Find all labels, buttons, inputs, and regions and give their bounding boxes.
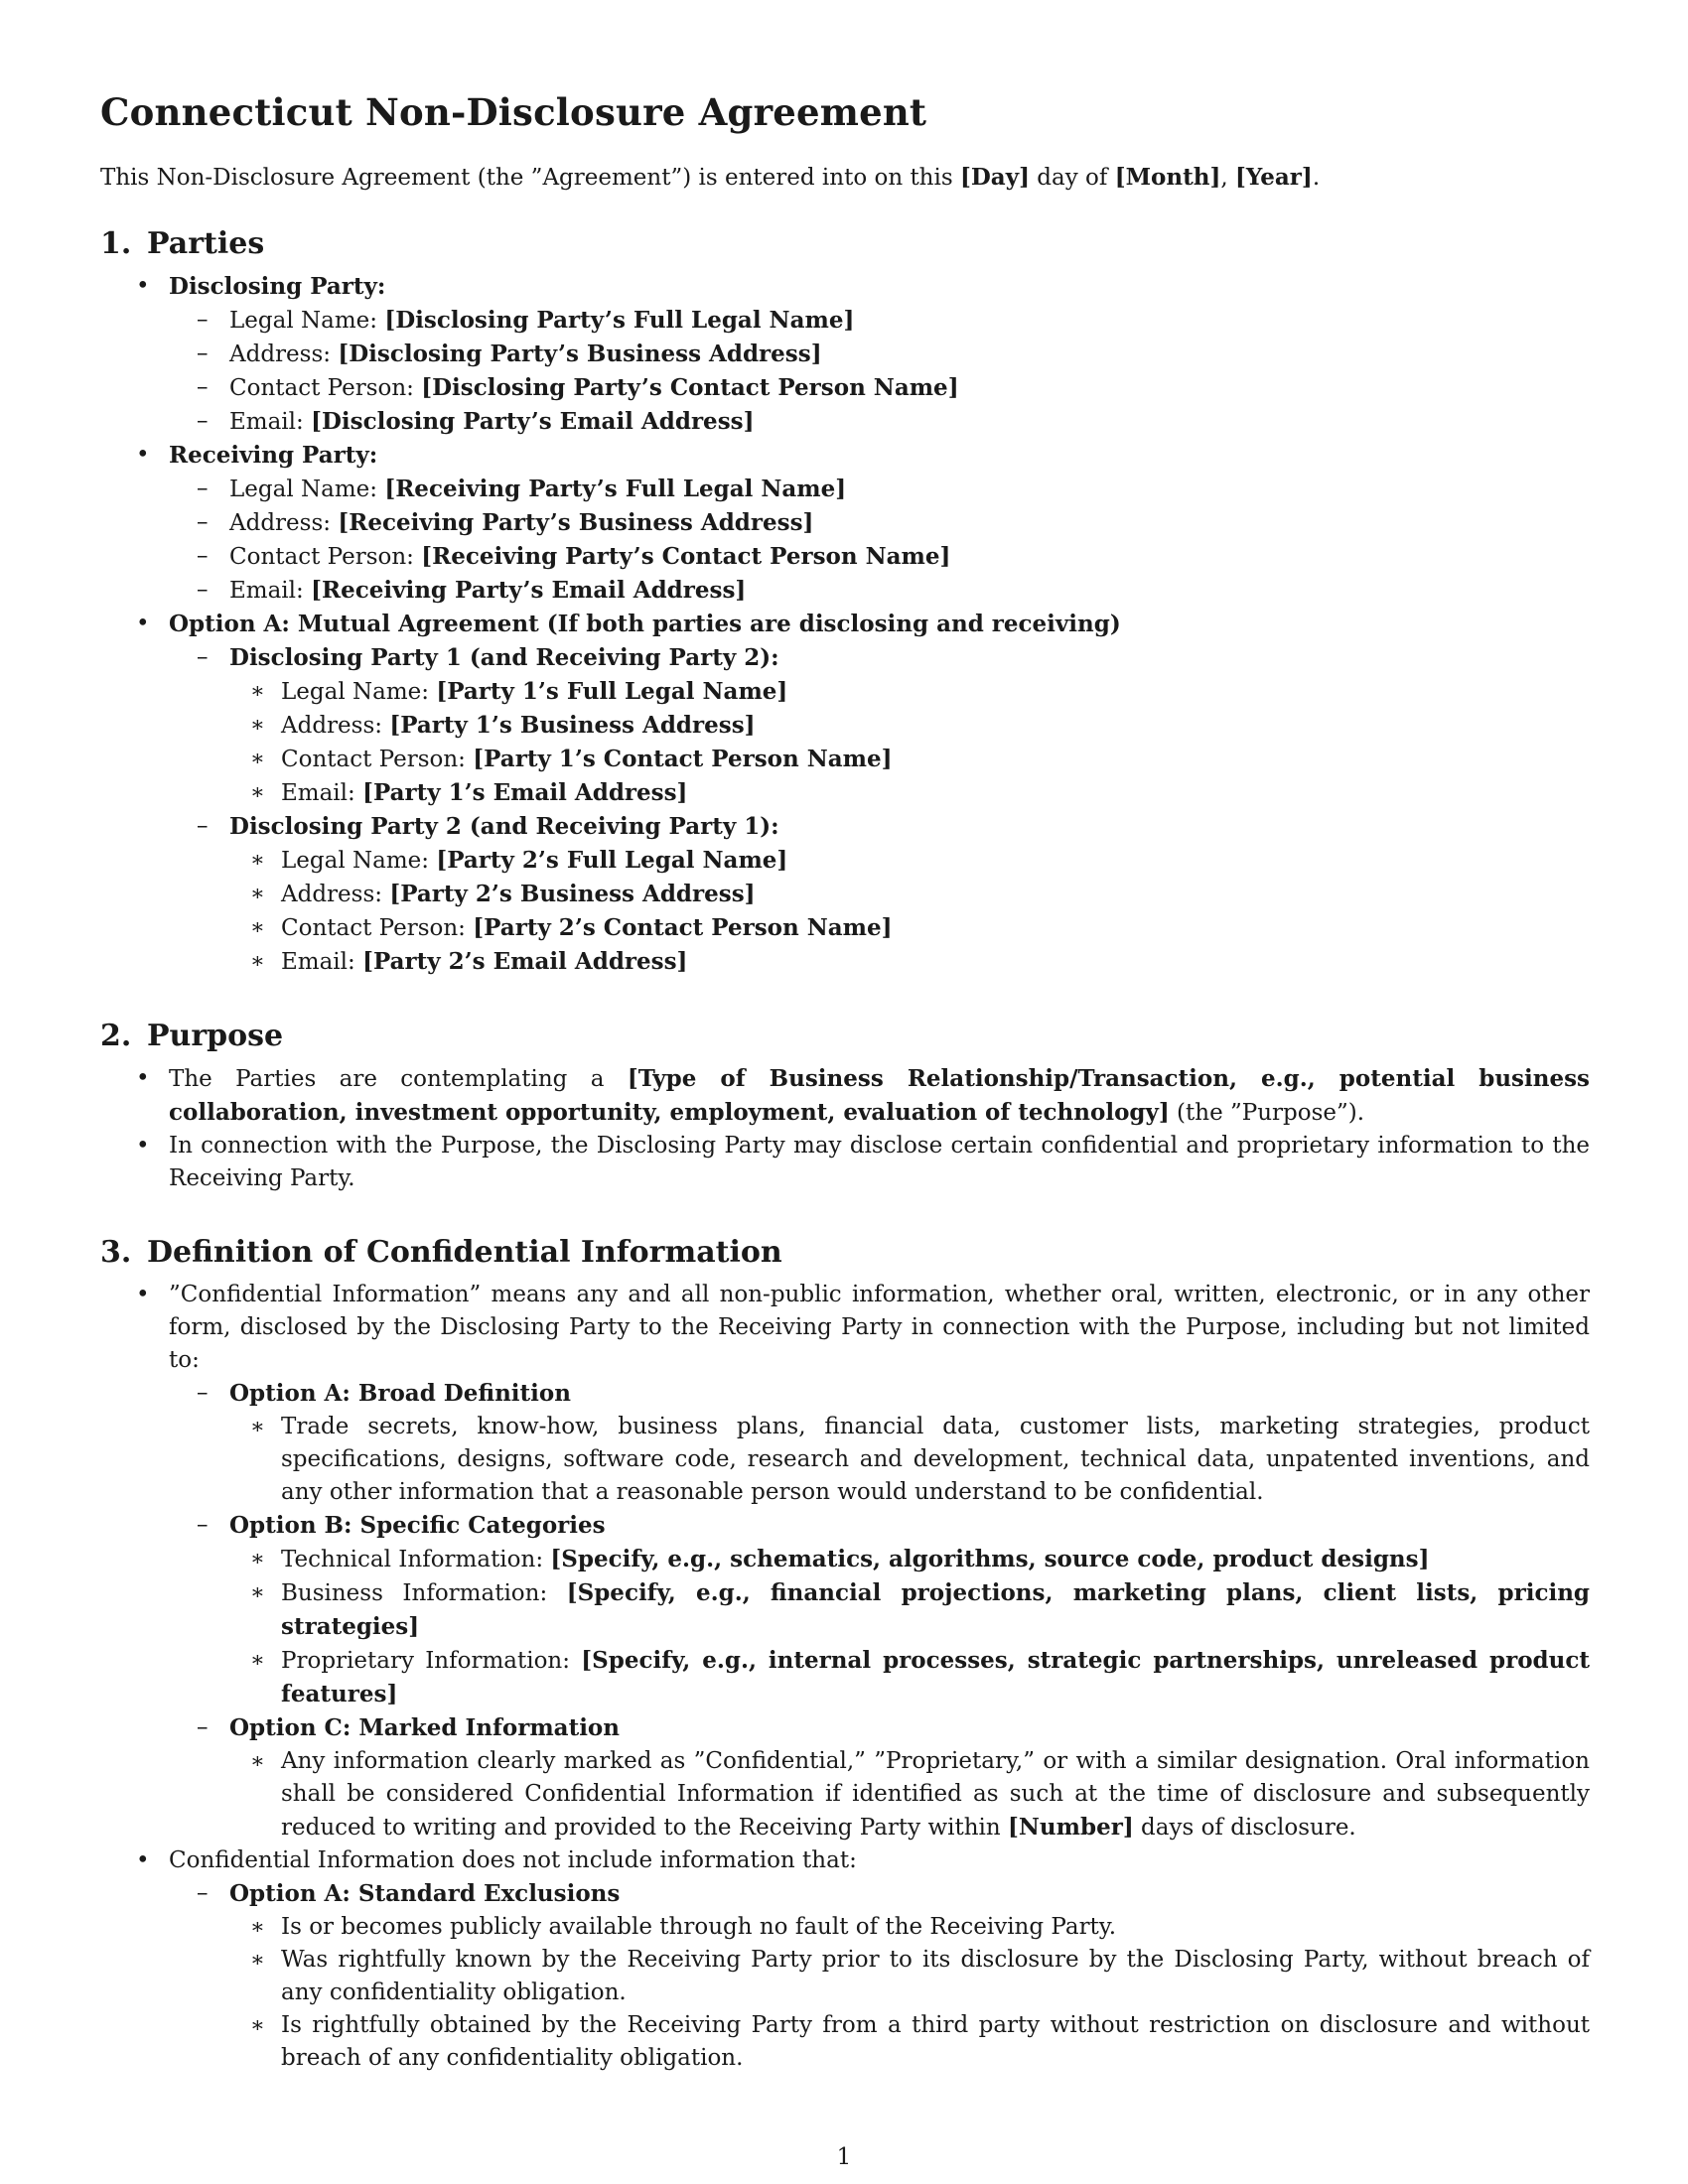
field-label: Email:	[229, 409, 312, 435]
field-placeholder: [Receiving Party’s Contact Person Name]	[421, 543, 951, 570]
category-line	[281, 1644, 1590, 1711]
option-a-heading: Option A: Broad Definition	[229, 1380, 571, 1407]
document-title: Connecticut Non-Disclosure Agreement	[100, 90, 927, 134]
standard-exclusions-list	[229, 1911, 1590, 2075]
field-placeholder: [Party 2’s Contact Person Name]	[473, 914, 893, 941]
option-c-text	[281, 1745, 1590, 1844]
party-2-details	[229, 844, 1590, 979]
number-placeholder: [Number]	[1008, 1814, 1134, 1841]
field-label: Email:	[281, 780, 363, 806]
list-item	[100, 1377, 1590, 1509]
section-title: Definition of Confidential Information	[147, 1235, 782, 1270]
field-placeholder: [Party 2’s Business Address]	[389, 881, 756, 907]
list-item	[100, 641, 1590, 810]
list-item	[100, 844, 1590, 878]
field-label: Proprietary Information:	[281, 1648, 582, 1674]
list-item	[100, 1130, 1590, 1195]
field-label: Business Information:	[281, 1580, 567, 1606]
section-parties	[100, 224, 1590, 979]
exclusion-text: ∗ Was rightfully known by the Receiving Party prior to its disclosure by the Disclosing Party, without breach of any confidentiality obligation.	[281, 1947, 1590, 2005]
field-label: Address:	[229, 510, 339, 536]
field-label: Contact Person:	[229, 544, 422, 570]
field-placeholder: [Receiving Party’s Business Address]	[338, 509, 814, 536]
receiving-party-heading: Receiving Party:	[169, 442, 378, 469]
relationship-placeholder: [Type of Business Relationship/Transaction, e.g., potential business collaboration, investment opportunity, employment, evaluation of technology]	[169, 1065, 1590, 1126]
field-label: Contact Person:	[281, 747, 474, 772]
field-placeholder: [Specify, e.g., schematics, algorithms, source code, product designs]	[550, 1546, 1430, 1572]
list-item	[100, 1745, 1590, 1844]
section-heading	[100, 224, 1590, 264]
section-number: 3.	[100, 1235, 132, 1270]
list-item	[100, 1509, 1590, 1711]
party-1-details	[229, 675, 1590, 810]
section-confidential-information	[100, 1233, 1590, 2075]
list-item	[100, 810, 1590, 979]
list-item	[100, 1543, 1590, 1576]
list-item	[100, 1911, 1590, 1944]
field-placeholder: [Party 1’s Business Address]	[389, 712, 756, 739]
list-item	[100, 945, 1590, 979]
definition-paragraph: • ”Confidential Information” means any and all non-public information, whether oral, written, electronic, or in any other form, disclosed by the Disclosing Party to the Receiving Party in connection with the Purpose, including but not limited to:	[169, 1282, 1590, 1373]
field-placeholder: [Disclosing Party’s Contact Person Name]	[421, 374, 959, 401]
field-label: Technical Information:	[281, 1547, 551, 1572]
disclosing-party-heading: Disclosing Party:	[169, 273, 386, 300]
purpose-paragraph	[169, 1062, 1590, 1130]
year-placeholder: [Year]	[1234, 164, 1313, 191]
list-item	[100, 405, 1590, 439]
field-placeholder: [Specify, e.g., financial projections, marketing plans, client lists, pricing strategies]	[281, 1579, 1590, 1640]
field-placeholder: [Receiving Party’s Email Address]	[311, 577, 747, 604]
list-item	[100, 304, 1590, 338]
section-number: 1.	[100, 226, 132, 261]
exclusion-text: ∗ Is or becomes publicly available through no fault of the Receiving Party.	[281, 1914, 1117, 1940]
intro-text: day of	[1029, 165, 1115, 191]
field-placeholder: [Party 1’s Email Address]	[362, 779, 688, 806]
field-label: Legal Name:	[229, 477, 385, 502]
list-item	[100, 2009, 1590, 2075]
purpose-list	[100, 1062, 1590, 1195]
option-a-details	[229, 1411, 1590, 1509]
definition-list	[100, 1279, 1590, 2075]
page-number: 1	[836, 2144, 852, 2170]
exclusions-options	[169, 1877, 1590, 2075]
list-item	[100, 675, 1590, 709]
list-item	[100, 608, 1590, 979]
document-content	[100, 87, 1590, 2075]
option-c-heading: Option C: Marked Information	[229, 1714, 620, 1741]
category-line	[281, 1543, 1590, 1576]
field-label: Legal Name:	[229, 308, 385, 334]
list-item	[100, 1411, 1590, 1509]
field-label: Address:	[281, 713, 390, 739]
field-placeholder: [Disclosing Party’s Business Address]	[338, 341, 822, 367]
list-item	[100, 709, 1590, 743]
list-item	[100, 473, 1590, 506]
list-item	[100, 743, 1590, 776]
list-item	[100, 776, 1590, 810]
list-item	[100, 1711, 1590, 1844]
list-item	[100, 1944, 1590, 2009]
section-title: Purpose	[147, 1019, 284, 1053]
field-placeholder: [Party 2’s Email Address]	[362, 948, 688, 975]
field-label: Address:	[229, 341, 339, 367]
field-placeholder: [Receiving Party’s Full Legal Name]	[384, 476, 847, 502]
field-placeholder: [Specify, e.g., internal processes, strategic partnerships, unreleased product features]	[281, 1647, 1590, 1707]
field-placeholder: [Party 1’s Full Legal Name]	[436, 678, 788, 705]
paragraph-text: The Parties are contemplating a	[169, 1066, 628, 1092]
option-b-heading: Option B: Specific Categories	[229, 1512, 606, 1539]
field-label: Email:	[229, 578, 312, 604]
section-title: Parties	[147, 226, 265, 261]
field-label: Contact Person:	[281, 915, 474, 941]
section-purpose	[100, 1017, 1590, 1195]
field-label: Legal Name:	[281, 679, 437, 705]
field-label: Address:	[281, 882, 390, 907]
list-item	[100, 1844, 1590, 2075]
exclusion-text: ∗ Is rightfully obtained by the Receiving Party from a third party without restriction on disclosure and without breach of any confidentiality obligation.	[281, 2012, 1590, 2071]
field-placeholder: [Party 1’s Contact Person Name]	[473, 746, 893, 772]
paragraph-text: Any information clearly marked as ”Confidential,” ”Proprietary,” or with a similar designation. Oral information shall be considered Confidential Information if identified as such at the time of disclosure and subsequently reduced to writing and provided to the Receiving Party within	[281, 1748, 1590, 1841]
category-line	[281, 1576, 1590, 1644]
field-placeholder: [Disclosing Party’s Email Address]	[311, 408, 755, 435]
field-label: Legal Name:	[281, 848, 437, 874]
mutual-agreement-heading: Option A: Mutual Agreement (If both parties are disclosing and receiving)	[169, 611, 1121, 637]
paragraph-text: days of disclosure.	[1133, 1815, 1356, 1841]
intro-paragraph	[100, 161, 1590, 195]
list-item	[100, 270, 1590, 439]
parties-list	[100, 270, 1590, 979]
exclusions-intro: Confidential Information does not include information that:	[169, 1847, 857, 1873]
mutual-parties-list	[169, 641, 1590, 979]
list-item	[100, 439, 1590, 608]
day-placeholder: [Day]	[959, 164, 1030, 191]
disclosing-party-details	[169, 304, 1590, 439]
definition-options	[169, 1377, 1590, 1844]
intro-text: ,	[1220, 165, 1235, 191]
list-item	[100, 371, 1590, 405]
purpose-paragraph: • In connection with the Purpose, the Disclosing Party may disclose certain confidential and proprietary information to the Receiving Party.	[169, 1133, 1590, 1191]
option-b-details	[229, 1543, 1590, 1711]
list-item	[100, 878, 1590, 911]
list-item	[100, 338, 1590, 371]
receiving-party-details	[169, 473, 1590, 608]
party-1-heading: Disclosing Party 1 (and Receiving Party 2):	[229, 644, 779, 671]
standard-exclusions-heading: Option A: Standard Exclusions	[229, 1880, 621, 1907]
section-number: 2.	[100, 1019, 132, 1053]
paragraph-text: (the ”Purpose”).	[1169, 1100, 1365, 1126]
field-placeholder: [Disclosing Party’s Full Legal Name]	[384, 307, 855, 334]
intro-text: .	[1312, 165, 1321, 191]
intro-text: This Non-Disclosure Agreement (the ”Agreement”) is entered into on this	[100, 165, 960, 191]
list-item	[100, 1279, 1590, 1844]
list-item	[100, 540, 1590, 574]
list-item	[100, 1644, 1590, 1711]
option-c-details	[229, 1745, 1590, 1844]
list-item	[100, 574, 1590, 608]
field-label: Email:	[281, 949, 363, 975]
list-item	[100, 1062, 1590, 1130]
option-a-text: ∗ Trade secrets, know-how, business plans, financial data, customer lists, marketing strategies, product specifications, designs, software code, research and development, technical data, unpatented inventions, and any other information that a reasonable person would understand to be confidential.	[281, 1414, 1590, 1505]
party-2-heading: Disclosing Party 2 (and Receiving Party 1):	[229, 813, 779, 840]
section-heading	[100, 1017, 1590, 1056]
list-item	[100, 1576, 1590, 1644]
list-item	[100, 506, 1590, 540]
section-heading	[100, 1233, 1590, 1273]
list-item	[100, 911, 1590, 945]
field-placeholder: [Party 2’s Full Legal Name]	[436, 847, 788, 874]
field-label: Contact Person:	[229, 375, 422, 401]
list-item	[100, 1877, 1590, 2075]
month-placeholder: [Month]	[1114, 164, 1221, 191]
